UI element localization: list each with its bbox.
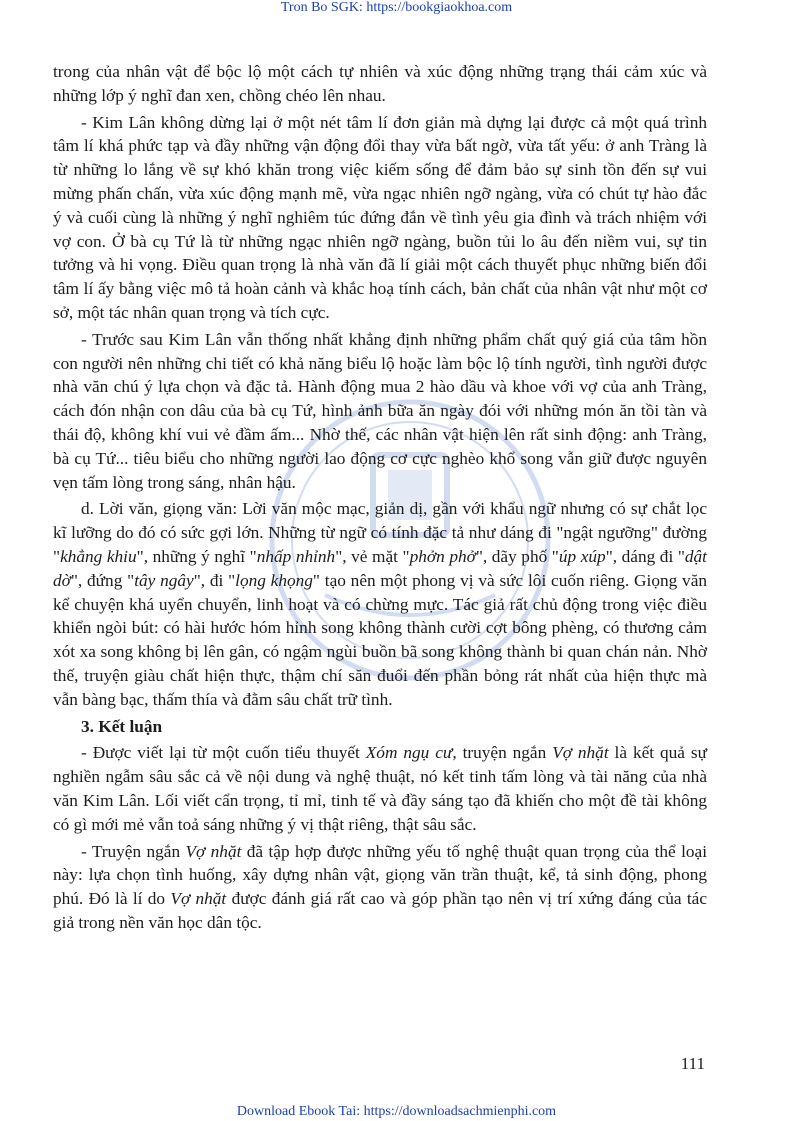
text-run: d. Lời văn, giọng văn: Lời văn mộc mạc, giản dị, gần với khẩu ngữ nhưng có sự chắt lọc kĩ lưỡng do đó có sức gợi lớn. Những từ ngữ có tính đặc tả như dáng đi "ngật ngưỡng" đường " [53,499,707,566]
italic-title: Vợ nhặt [552,743,609,763]
paragraph: - Trước sau Kim Lân vẫn thống nhất khẳng định những phẩm chất quý giá của tâm hồn con người nên những chi tiết có khả năng biểu lộ hoặc làm bộc lộ tính người, tình người được nhà văn chú ý lựa chọn và đặc tả. Hành động mua 2 hào dầu và khoe với vợ của anh Tràng, cách đón nhận con dâu của bà cụ Tứ, hình ảnh bữa ăn ngày đói với những món ăn tồi tàn và thái độ, không khí vui vẻ đầm ấm... Nhờ thế, các nhân vật hiện lên rất sinh động: anh Tràng, bà cụ Tứ... tiêu biểu cho những người lao động cơ cực nghèo khổ song vẫn giữ được nguyên vẹn tấm lòng trong sáng, nhân hậu. [53,329,707,492]
text-run: ", những ý nghĩ " [136,546,257,566]
paragraph [53,497,707,711]
italic-title: Xóm ngụ cư [365,743,453,763]
text-run: ", đi " [193,570,236,590]
text-run: - Được viết lại từ một cuốn tiểu thuyết [81,743,366,763]
page-body [53,60,707,938]
italic-term: úp xúp [558,546,606,566]
text-run: , truyện ngắn [452,743,553,763]
italic-term: nhấp nhỉnh [256,546,336,566]
paragraph [53,741,707,836]
italic-term: lọng khọng [235,570,313,590]
text-run: được đánh giá rất cao và góp phần tạo nên vị trí xứng đáng của tác giả trong nền văn học dân tộc. [53,889,707,932]
header-source-link[interactable]: Tron Bo SGK: https://bookgiaokhoa.com [280,0,513,15]
text-run: - Truyện ngắn [81,841,186,861]
italic-title: Vợ nhặt [185,841,242,861]
text-run: ", dáng đi " [605,546,685,566]
text-run: " tạo nên một phong vị và sức lôi cuốn riêng. Giọng văn kể chuyện khá uyển chuyển, linh hoạt và có chừng mực. Tác giả rất chủ động trong việc điều khiển ngòi bút: có hài hước hóm hỉnh song không thành cười cợt bông phèng, có thương cảm xót xa song không bị lên gân, có ngậm ngùi buồn bã song không thành bi quan chán nản. Nhờ thế, truyện giàu chất hiện thực, thậm chí săn đuổi đến phần bỏng rát nhất của hiện thực mà vẫn bàng bạc, thấm thía và đằm sâu chất trữ tình. [53,570,708,709]
section-heading: 3. Kết luận [81,716,163,736]
paragraph [53,840,707,935]
italic-term: phởn phở [409,546,476,566]
page-number: 111 [680,1054,705,1073]
italic-term: dật dờ [53,546,707,590]
text-run: đã tập hợp được những yếu tố nghệ thuật quan trọng của thể loại này: lựa chọn tình huống, xây dựng nhân vật, giọng văn trần thuật, kể, tả sinh động, phong phú. Đó là lí do [53,841,707,909]
footer-download-link[interactable]: Download Ebook Tai: https://downloadsachmienphi.com [236,1104,557,1119]
text-run: là kết quả sự nghiền ngẫm sâu sắc cả về nội dung và nghệ thuật, nó kết tinh tấm lòng và tài năng của nhà văn Kim Lân. Lối viết cẩn trọng, tỉ mỉ, tinh tế và đầy sáng tạo đã khiến cho một đề tài không có gì mới mẻ vẫn toả sáng những ý vị thật riêng, thật sâu sắc. [53,743,707,834]
text-run: ", dãy phố " [475,546,559,566]
paragraph: trong của nhân vật để bộc lộ một cách tự nhiên và xúc động những trạng thái cảm xúc và những lớp ý nghĩ đan xen, chồng chéo lên nhau. [53,62,707,105]
text-run: ", đứng " [70,570,135,590]
text-run: ", vẻ mặt " [335,546,410,566]
italic-term: tây ngây [134,570,194,590]
italic-title: Vợ nhặt [170,889,227,909]
paragraph: - Kim Lân không dừng lại ở một nét tâm lí đơn giản mà dựng lại được cả một quá trình tâm lí khá phức tạp và đầy những vận động đổi thay vừa bất ngờ, vừa tất yếu: ở anh Tràng là từ những lo lắng về sự khó khăn trong việc kiếm sống để đảm bảo sự sinh tồn đến sự vui mừng phấn chấn, vừa xúc động mạnh mẽ, vừa ngạc nhiên ngỡ ngàng, vừa có chút tự hào đắc ý và cuối cùng là những ý nghĩ nghiêm túc đứng đắn về tình yêu gia đình và trách nhiệm với vợ con. Ở bà cụ Tứ là từ những ngạc nhiên ngỡ ngàng, buồn tủi lo âu đến niềm vui, sự tin tưởng và hi vọng. Điều quan trọng là nhà văn đã lí giải một cách thuyết phục những biến đổi tâm lí ấy bằng việc mô tả hoàn cảnh và khắc hoạ tính cách, bản chất của nhân vật như một cơ sở, một tác nhân quan trọng và tích cực. [53,112,707,322]
italic-term: khẳng khiu [60,546,137,566]
